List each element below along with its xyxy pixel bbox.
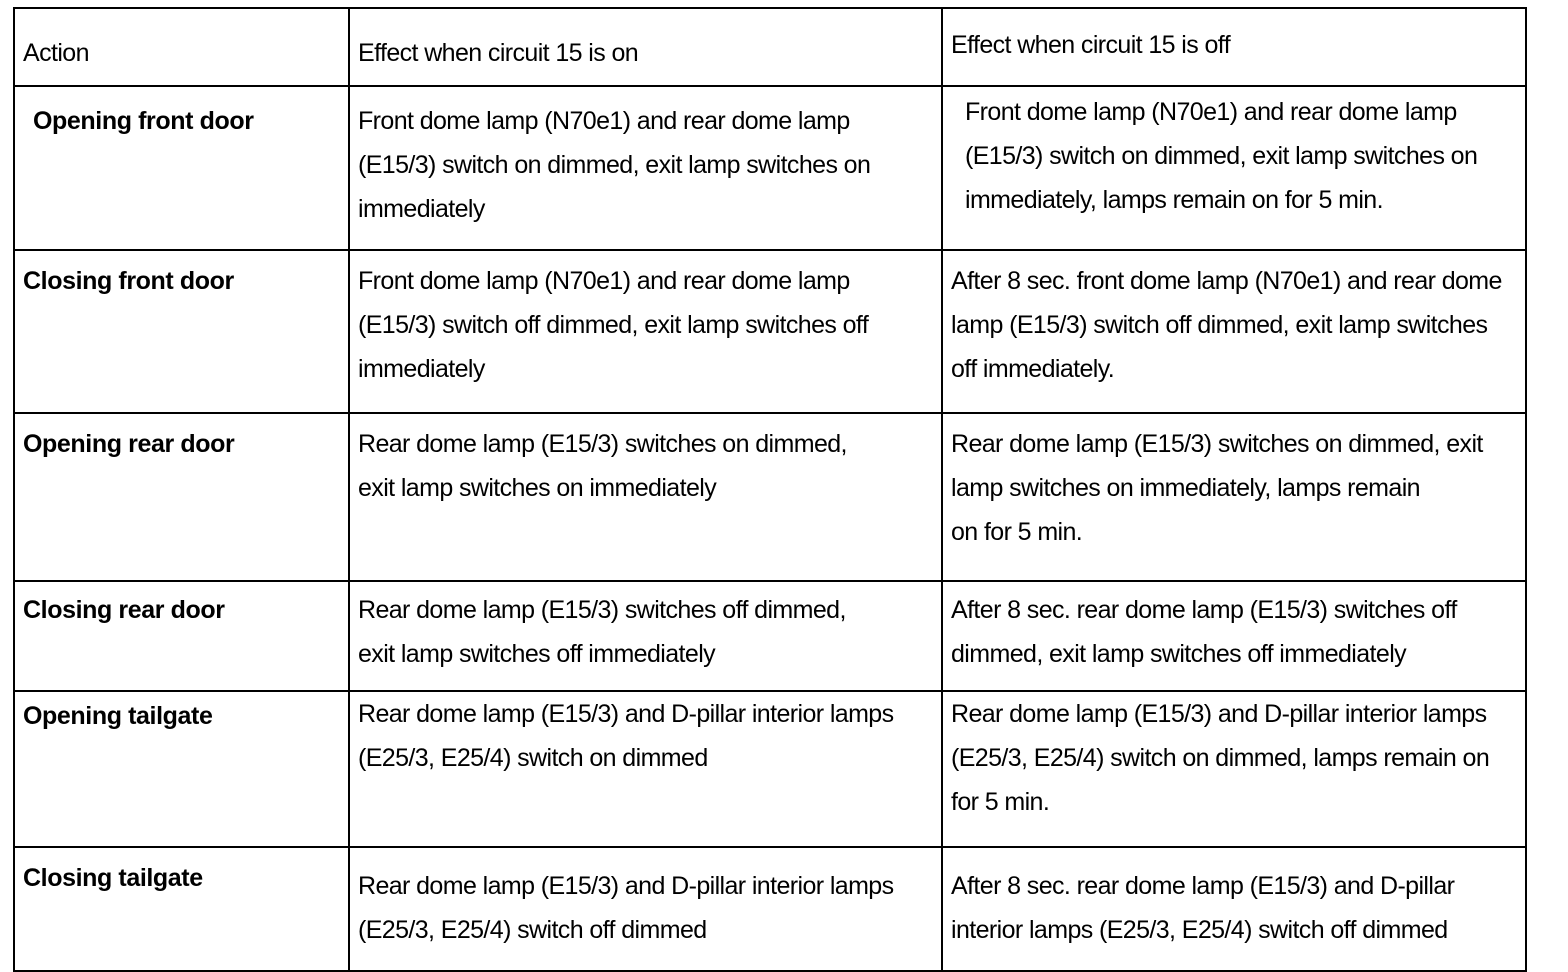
effect-on-line: immediately bbox=[358, 355, 485, 383]
effect-on-line: Rear dome lamp (E15/3) and D-pillar interior lamps bbox=[358, 872, 894, 900]
table-row bbox=[14, 413, 1526, 581]
action-text: Opening tailgate bbox=[23, 702, 213, 730]
effect-off-line: (E25/3, E25/4) switch on dimmed, lamps remain on bbox=[951, 744, 1490, 772]
action-text: Opening rear door bbox=[23, 430, 235, 458]
action-text: Closing tailgate bbox=[23, 864, 203, 892]
header-row bbox=[14, 8, 1526, 86]
effect-off-line: After 8 sec. front dome lamp (N70e1) and rear dome bbox=[951, 267, 1502, 295]
effect-off-line: lamp (E15/3) switch off dimmed, exit lamp switches bbox=[951, 311, 1488, 339]
effect-off-line: Rear dome lamp (E15/3) switches on dimmed, exit bbox=[951, 430, 1483, 458]
header-action-text: Action bbox=[23, 39, 89, 67]
table-row bbox=[14, 86, 1526, 250]
effect-on-line: exit lamp switches off immediately bbox=[358, 640, 716, 668]
effect-off-line: Rear dome lamp (E15/3) and D-pillar interior lamps bbox=[951, 700, 1487, 728]
effect-off-line: immediately, lamps remain on for 5 min. bbox=[965, 186, 1383, 214]
effect-off-cell bbox=[942, 847, 1526, 971]
action-cell bbox=[14, 691, 349, 847]
effect-on-line: Front dome lamp (N70e1) and rear dome lamp bbox=[358, 267, 850, 295]
effect-on-line: (E25/3, E25/4) switch on dimmed bbox=[358, 744, 708, 772]
header-circuit-on bbox=[349, 8, 942, 86]
effect-on-line: Front dome lamp (N70e1) and rear dome lamp bbox=[358, 107, 850, 135]
header-circuit-on-text: Effect when circuit 15 is on bbox=[358, 39, 639, 67]
effect-on-line: immediately bbox=[358, 195, 485, 223]
effect-off-line: dimmed, exit lamp switches off immediately bbox=[951, 640, 1407, 668]
effect-off-cell bbox=[942, 581, 1526, 691]
effect-off-line: After 8 sec. rear dome lamp (E15/3) and D-pillar bbox=[951, 872, 1455, 900]
action-cell bbox=[14, 847, 349, 971]
action-cell bbox=[14, 250, 349, 413]
header-circuit-off-text: Effect when circuit 15 is off bbox=[951, 31, 1231, 59]
effect-on-line: Rear dome lamp (E15/3) switches on dimmed, bbox=[358, 430, 847, 458]
header-action bbox=[14, 8, 349, 86]
action-text: Opening front door bbox=[33, 107, 254, 135]
effect-on-cell bbox=[349, 413, 942, 581]
effect-on-line: (E25/3, E25/4) switch off dimmed bbox=[358, 916, 707, 944]
table-row bbox=[14, 847, 1526, 971]
effect-off-line: interior lamps (E25/3, E25/4) switch off dimmed bbox=[951, 916, 1448, 944]
effect-off-line: Front dome lamp (N70e1) and rear dome lamp bbox=[965, 98, 1457, 126]
action-text: Closing front door bbox=[23, 267, 234, 295]
effect-off-line: (E15/3) switch on dimmed, exit lamp switches on bbox=[965, 142, 1478, 170]
effect-on-cell bbox=[349, 86, 942, 250]
effect-on-line: exit lamp switches on immediately bbox=[358, 474, 717, 502]
action-cell bbox=[14, 413, 349, 581]
effect-on-cell bbox=[349, 250, 942, 413]
header-circuit-off bbox=[942, 8, 1526, 86]
table-row bbox=[14, 250, 1526, 413]
effect-off-line: on for 5 min. bbox=[951, 518, 1083, 546]
effect-on-line: Rear dome lamp (E15/3) switches off dimmed, bbox=[358, 596, 846, 624]
action-text: Closing rear door bbox=[23, 596, 225, 624]
effect-on-cell bbox=[349, 691, 942, 847]
table-row bbox=[14, 691, 1526, 847]
effect-on-line: (E15/3) switch off dimmed, exit lamp switches off bbox=[358, 311, 869, 339]
action-cell bbox=[14, 86, 349, 250]
effect-off-cell bbox=[942, 691, 1526, 847]
table-row bbox=[14, 581, 1526, 691]
effect-off-cell bbox=[942, 86, 1526, 250]
action-cell bbox=[14, 581, 349, 691]
effect-off-cell bbox=[942, 250, 1526, 413]
effect-off-cell bbox=[942, 413, 1526, 581]
lamp-behavior-table bbox=[13, 7, 1527, 972]
effect-off-line: lamp switches on immediately, lamps remain bbox=[951, 474, 1420, 502]
effect-on-line: Rear dome lamp (E15/3) and D-pillar interior lamps bbox=[358, 700, 894, 728]
effect-off-line: After 8 sec. rear dome lamp (E15/3) switches off bbox=[951, 596, 1457, 624]
effect-on-cell bbox=[349, 581, 942, 691]
effect-on-line: (E15/3) switch on dimmed, exit lamp switches on bbox=[358, 151, 871, 179]
effect-off-line: off immediately. bbox=[951, 355, 1115, 383]
effect-on-cell bbox=[349, 847, 942, 971]
effect-off-line: for 5 min. bbox=[951, 788, 1050, 816]
